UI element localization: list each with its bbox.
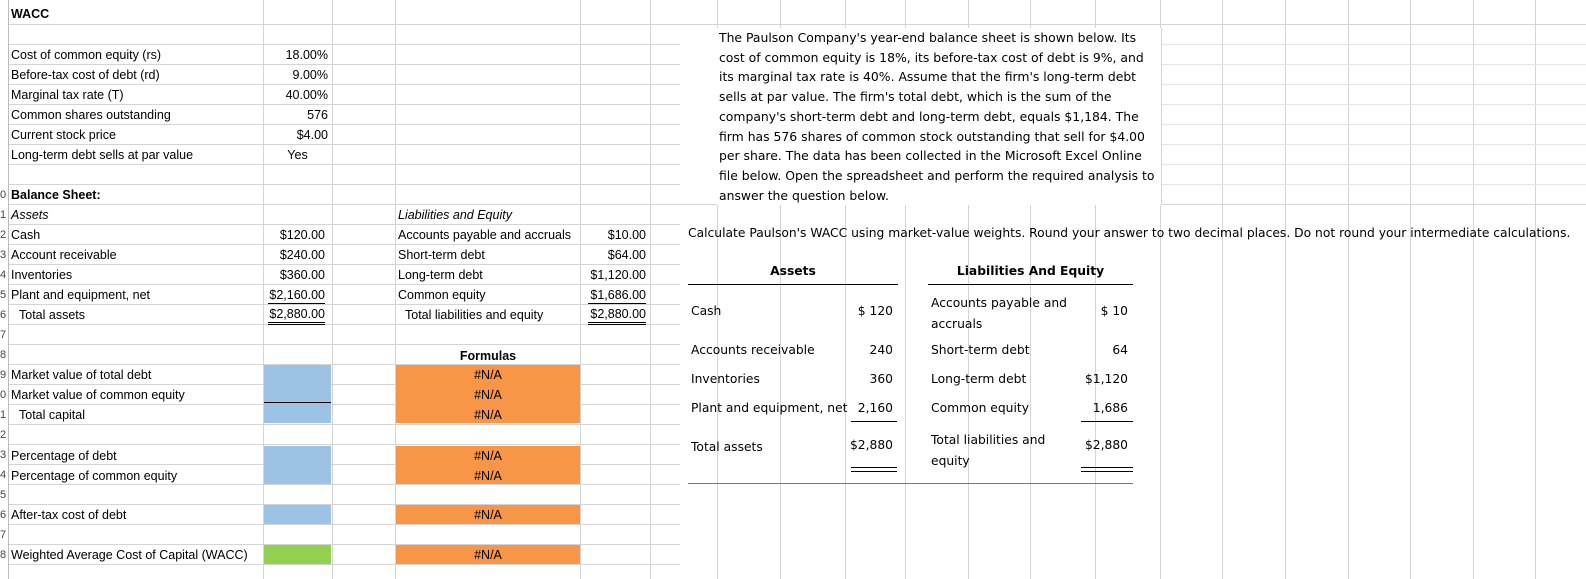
calc-label: Percentage of debt xyxy=(11,449,117,463)
input-label: Cost of common equity (rs) xyxy=(11,48,162,62)
bs-asset-value: 240 xyxy=(869,343,893,357)
liability-value[interactable]: $1,686.00 xyxy=(588,287,646,304)
liability-label: Common equity xyxy=(398,288,486,302)
row-number: 9 xyxy=(0,369,7,381)
calc-label: Percentage of common equity xyxy=(11,469,178,483)
bs-asset-value: 360 xyxy=(869,372,893,386)
row-number: 8 xyxy=(0,349,7,361)
balance-sheet-label: Balance Sheet: xyxy=(11,188,101,202)
bs-assets-header: Assets xyxy=(770,264,816,278)
row-number: 6 xyxy=(0,309,7,321)
asset-value[interactable]: $120.00 xyxy=(279,228,325,242)
asset-label: Plant and equipment, net xyxy=(11,288,150,302)
bs-liab-label: Short-term debt xyxy=(931,343,1030,357)
asset-label: Total assets xyxy=(19,308,86,322)
input-label: Marginal tax rate (T) xyxy=(11,88,124,102)
row-number: 1 xyxy=(0,409,7,421)
input-value[interactable]: $4.00 xyxy=(296,128,328,142)
bs-asset-value: 2,160 xyxy=(857,401,893,415)
bs-liab-value: $1,120 xyxy=(1084,372,1128,386)
liability-label: Total liabilities and equity xyxy=(405,308,544,322)
bs-liab-label: Accounts payable and accruals xyxy=(931,296,1067,331)
sheet-title: WACC xyxy=(11,7,50,21)
problem-description: The Paulson Company's year-end balance sheet is shown below. Its cost of common equity is 18%, its before-tax cost of debt is 9%, and its marginal tax rate is 40%. Assume that the firm's long-term debt sells at par value. The firm's total debt, which is the sum of the company's short-term debt and long-term debt, equals $1,184. The firm has 576 shares of common stock outstanding that sell for $4.00 per share. The data has been collected in the Microsoft Excel Online file below. Open the spreadsheet and perform the required analysis to answer the question below. xyxy=(717,28,1162,205)
row-number: 1 xyxy=(0,209,7,221)
bs-liab-header: Liabilities And Equity xyxy=(956,264,1105,278)
bs-liab-value: 64 xyxy=(1112,343,1128,357)
bs-liab-value: $2,880 xyxy=(1084,438,1128,452)
liability-label: Long-term debt xyxy=(398,268,483,282)
row-number: 4 xyxy=(0,269,7,281)
asset-value[interactable]: $360.00 xyxy=(279,268,325,282)
calc-label: After-tax cost of debt xyxy=(11,508,127,522)
row-number: 4 xyxy=(0,469,7,481)
wacc-answer-cell[interactable] xyxy=(264,545,331,564)
bs-asset-label: Plant and equipment, net xyxy=(691,401,848,415)
row-number: 7 xyxy=(0,529,7,541)
row-number: 0 xyxy=(0,389,7,401)
input-label: Long-term debt sells at par value xyxy=(11,148,194,162)
input-label: Current stock price xyxy=(11,128,116,142)
liability-label: Short-term debt xyxy=(398,248,485,262)
input-label: Common shares outstanding xyxy=(11,108,171,122)
calc-label: Market value of total debt xyxy=(11,368,152,382)
assets-header: Assets xyxy=(11,208,49,222)
calc-label: Weighted Average Cost of Capital (WACC) xyxy=(11,548,248,562)
asset-label: Account receivable xyxy=(11,248,117,262)
input-label: Before-tax cost of debt (rd) xyxy=(11,68,160,82)
formulas-header: Formulas xyxy=(459,349,517,363)
calc-label: Total capital xyxy=(19,408,86,422)
market-value-input-cells[interactable] xyxy=(264,365,331,423)
bs-asset-label: Cash xyxy=(691,304,722,318)
asset-label: Inventories xyxy=(11,268,73,282)
bs-asset-value: $2,880 xyxy=(849,438,893,452)
liability-value[interactable]: $2,880.00 xyxy=(588,306,646,325)
bs-liab-value: $ 10 xyxy=(1100,304,1128,318)
row-number: 2 xyxy=(0,429,7,441)
row-number: 0 xyxy=(0,189,7,201)
asset-label: Cash xyxy=(11,228,41,242)
row-number: 7 xyxy=(0,329,7,341)
bs-asset-label: Accounts receivable xyxy=(691,343,815,357)
formula-value[interactable]: #N/A xyxy=(474,449,502,463)
calc-label: Market value of common equity xyxy=(11,388,185,402)
formula-value[interactable]: #N/A xyxy=(474,508,502,522)
liability-value[interactable]: $10.00 xyxy=(607,228,646,242)
row-number: 2 xyxy=(0,229,7,241)
percentage-input-cells[interactable] xyxy=(264,446,331,484)
formula-value[interactable]: #N/A xyxy=(474,469,502,483)
bs-liab-value: 1,686 xyxy=(1092,401,1128,415)
formula-value[interactable]: #N/A xyxy=(474,388,502,402)
liability-value[interactable]: $64.00 xyxy=(607,248,646,262)
formula-value[interactable]: #N/A xyxy=(474,368,502,382)
row-number: 3 xyxy=(0,449,7,461)
row-number: 8 xyxy=(0,549,7,561)
input-value[interactable]: 9.00% xyxy=(292,68,328,82)
liability-label: Accounts payable and accruals xyxy=(398,228,572,242)
bs-liab-label: Common equity xyxy=(931,401,1029,415)
asset-value[interactable]: $2,160.00 xyxy=(269,288,325,302)
row-number: 3 xyxy=(0,249,7,261)
row-number: 5 xyxy=(0,289,7,301)
bs-asset-label: Inventories xyxy=(691,372,760,386)
after-tax-input-cell[interactable] xyxy=(264,505,331,524)
liability-value[interactable]: $1,120.00 xyxy=(590,268,646,282)
row-number: 5 xyxy=(0,489,7,501)
bs-asset-label: Total assets xyxy=(691,440,763,454)
asset-value[interactable]: $240.00 xyxy=(279,248,325,262)
input-value[interactable]: 576 xyxy=(307,108,328,122)
bs-liab-label: Long-term debt xyxy=(931,372,1027,386)
liabilities-header: Liabilities and Equity xyxy=(398,208,512,222)
bs-asset-value: $ 120 xyxy=(857,304,893,318)
input-value[interactable]: 18.00% xyxy=(285,48,328,62)
formula-value[interactable]: #N/A xyxy=(474,548,502,562)
bs-liab-label: Total liabilities and equity xyxy=(931,433,1046,468)
row-number: 6 xyxy=(0,509,7,521)
input-value[interactable]: 40.00% xyxy=(285,88,328,102)
input-value[interactable]: Yes xyxy=(287,148,308,162)
formula-value[interactable]: #N/A xyxy=(474,408,502,422)
asset-value[interactable]: $2,880.00 xyxy=(268,306,325,325)
question-text: Calculate Paulson's WACC using market-value weights. Round your answer to two decimal places. Do not round your intermediate calculations. xyxy=(688,226,1571,240)
